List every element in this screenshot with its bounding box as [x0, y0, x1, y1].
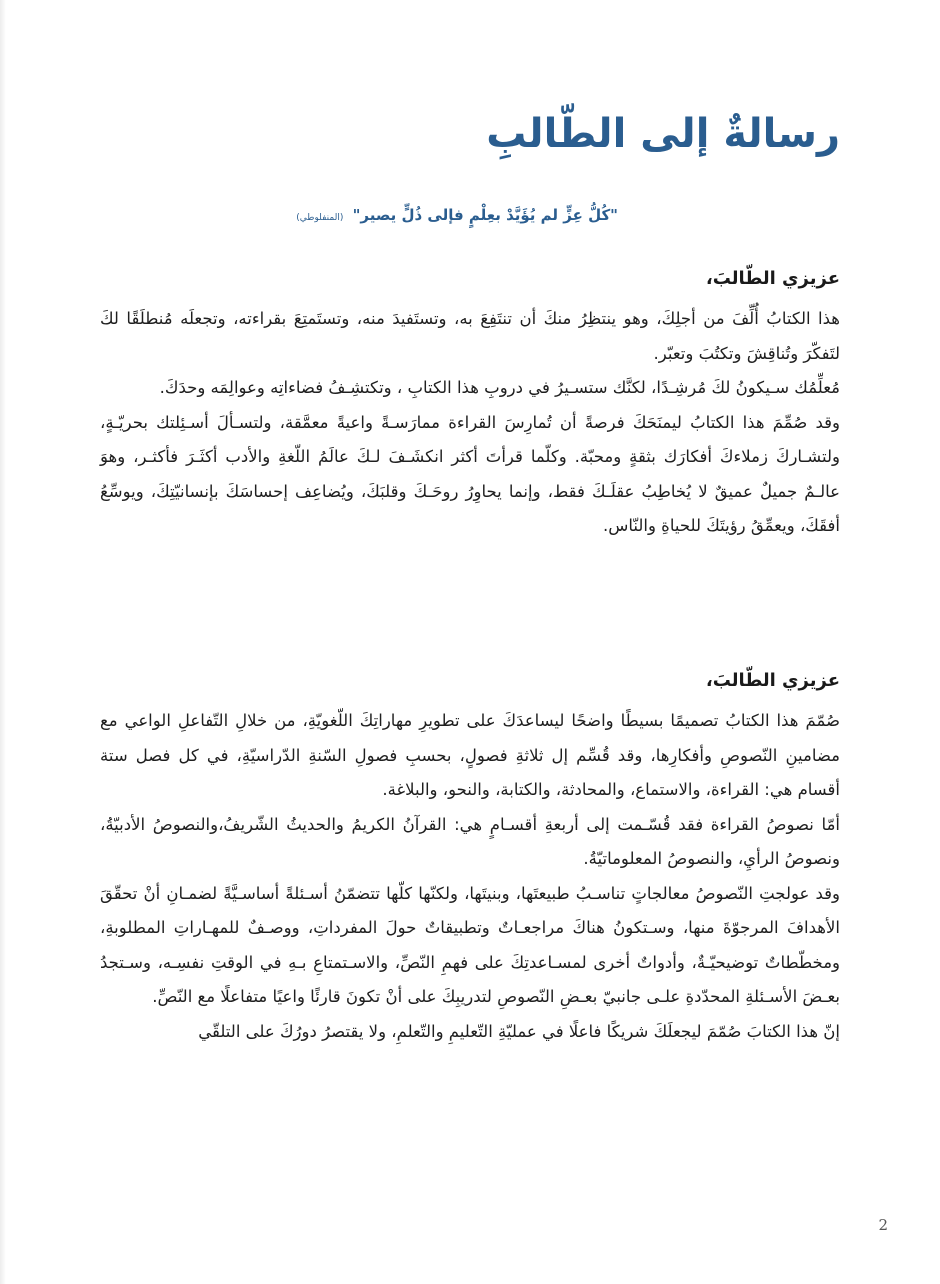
paragraph: مُعلِّمُك سـيكونُ لكَ مُرشِـدًا، لكنَّك ستسـيرُ في دروبِ هذا الكتابِ ، وتكتشِـفُ فضاءاتِه وعوالِمَه وحدَكَ.	[159, 378, 840, 397]
paragraph: أمّا نصوصُ القراءة فقد قُسّـمت إلى أربعةِ أقسـامٍ هي: القرآنُ الكريمُ والحديثُ الشّريفُ،والنصوصُ الأدبيّةُ، ونصوصُ الرأيِ، والنصوصُ المعلوماتيّةُ.	[100, 814, 840, 868]
paragraph: إنّ هذا الكتابَ صُمّمَ ليجعلَكَ شريكًا فاعلًا في عمليّةِ التّعليمِ والتّعلمِ، ولا يقتصرُ دورُكَ على التلقّي	[198, 1021, 840, 1041]
page-title: رسالةٌ إلى الطّالبِ	[486, 111, 840, 157]
quote-text: "كُلُّ عِزٍّ لم يُؤَيَّدْ بعِلْمٍ فإلى ذُلٍّ يصير"	[352, 206, 618, 224]
paragraph: وقد صُمِّمَ هذا الكتابُ ليمنَحَكَ فرصةً أن تُمارِسَ القراءة ممارَسـةً واعيةً معمَّقة، ولتسـألَ أسـئِلتك بحريّـةٍ، ولتشـاركَ زملاءكَ أفكارَك بثقةٍ ومحبّة. وكلّما قرأتَ أكثر انكشَـفَ لـكَ عالَمُ اللّغةِ والأدب أكثَـرَ فأكثـر، وهوَ عالـمٌ جميلٌ عميقٌ لا يُخاطِبُ عقلَـكَ فقط، وإنما يحاوِرُ روحَـكَ وقلبَكَ، ويُضاعِف إحساسَكَ بإنسانيّتِكَ، ويوسِّعُ أفقَكَ، ويعمِّقُ رؤيتَكَ للحياةِ والنّاس.	[100, 412, 840, 535]
paragraph: هذا الكتابُ أُلِّفَ من أجلِكَ، وهو ينتظِرُ منكَ أن تنتَفِعَ به، وتستَفيدَ منه، وتستَمتِعَ بقراءته، وتجعلَه مُنطلَقًا لكَ لتَفكّرَ وتُناقِشَ وتكتُبَ وتعبّر.	[100, 309, 840, 363]
page-edge-shadow	[0, 0, 6, 1284]
quote-source: (المنفلوطي)	[296, 213, 344, 223]
epigraph-quote	[296, 206, 618, 224]
paragraph: وقد عولجتِ النّصوصُ معالجاتٍ تناسـبُ طبيعتَها، وبنيتَها، ولكنّها كلّها تتضمّنُ أسـئلةً أساسـيَّةً لضمـانِ أنْ تحقّقَ الأهدافَ المرجوّةَ منها، وسـتكونُ هناكَ مراجعـاتٌ وتطبيقاتٌ حولَ المفرداتِ، ووصـفٌ للمهـاراتِ المطلوبةِ، ومخطّطاتٌ توضيحيّـةٌ، وأدواتٌ أخرى لمسـاعدتِكَ على فهمِ النّصِّ، والاسـتمتاعِ بـهِ في الوقتِ نفسِـه، وسـتجدُ بعـضَ الأسـئلةِ المحدّدةِ علـى جانبيّ بعـضِ النّصوصِ لتدريبِكَ على أنْ تكونَ قارئًا واعيًا متفاعلًا مع النّصِّ.	[100, 883, 840, 1006]
paragraph: صُمّمَ هذا الكتابُ تصميمًا بسيطًا واضحًا ليساعدَكَ على تطويرِ مهاراتِكَ اللّغويّةِ، من خلالِ التّفاعلِ الواعي مع مضامينِ النّصوصِ وأفكارِها، وقد قُسِّم إل ثلاثةِ فصولٍ، بحسبِ فصولِ السّنةِ الدّراسيّةِ، في كل فصل ستة أقسام هي: القراءة، والاستماع، والمحادثة، والكتابة، والنحو، والبلاغة.	[100, 711, 840, 799]
letter-section-1	[100, 262, 840, 544]
section-greeting: عزيزي الطّالبَ،	[705, 670, 840, 691]
section-greeting: عزيزي الطّالبَ،	[705, 268, 840, 289]
page-number: 2	[878, 1216, 888, 1234]
letter-section-2	[100, 664, 840, 1049]
